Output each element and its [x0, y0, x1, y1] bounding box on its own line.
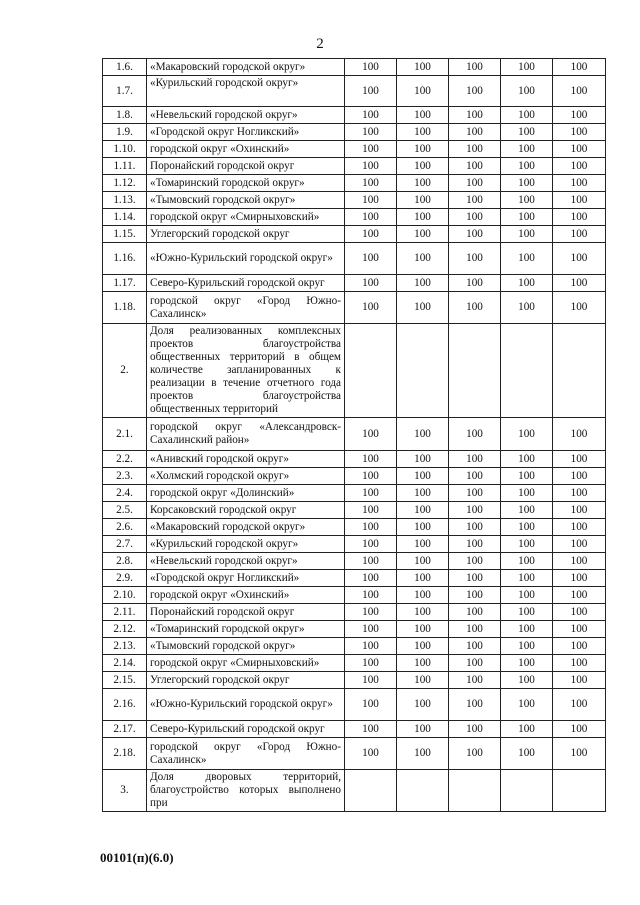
- table-row: [103, 502, 606, 519]
- value-cell: 100: [449, 721, 501, 738]
- value-cell: 100: [449, 638, 501, 655]
- table-row: [103, 770, 606, 812]
- value-cell: 100: [553, 587, 606, 604]
- table-row: [103, 275, 606, 292]
- value-cell: 100: [345, 209, 397, 226]
- value-cell: 100: [553, 689, 606, 721]
- value-cell: 100: [553, 158, 606, 175]
- table-row: [103, 587, 606, 604]
- value-cell: 100: [501, 59, 553, 76]
- table-row: [103, 451, 606, 468]
- value-cell: 100: [501, 226, 553, 243]
- row-number: 2.8.: [103, 553, 147, 570]
- value-cell: 100: [501, 209, 553, 226]
- value-cell: 100: [553, 418, 606, 451]
- value-cell: [553, 324, 606, 418]
- value-cell: 100: [345, 292, 397, 324]
- table-row: [103, 418, 606, 451]
- value-cell: 100: [501, 175, 553, 192]
- value-cell: 100: [553, 553, 606, 570]
- value-cell: 100: [449, 124, 501, 141]
- table-row: [103, 158, 606, 175]
- table-row: [103, 738, 606, 770]
- table-row: [103, 175, 606, 192]
- municipality-name: «Курильский городской округ»: [147, 76, 345, 107]
- municipality-name: «Холмский городской округ»: [147, 468, 345, 485]
- value-cell: 100: [449, 243, 501, 275]
- value-cell: 100: [553, 59, 606, 76]
- value-cell: 100: [449, 158, 501, 175]
- value-cell: [501, 324, 553, 418]
- row-number: 2.12.: [103, 621, 147, 638]
- municipality-name: «Томаринский городской округ»: [147, 175, 345, 192]
- value-cell: 100: [345, 141, 397, 158]
- value-cell: 100: [345, 536, 397, 553]
- value-cell: 100: [345, 638, 397, 655]
- value-cell: 100: [501, 485, 553, 502]
- value-cell: 100: [501, 468, 553, 485]
- table-row: [103, 292, 606, 324]
- value-cell: 100: [553, 721, 606, 738]
- value-cell: 100: [397, 672, 449, 689]
- table-row: [103, 59, 606, 76]
- municipality-name: городской округ «Смирныховский»: [147, 209, 345, 226]
- row-number: 2.: [103, 324, 147, 418]
- municipality-name: «Невельский городской округ»: [147, 553, 345, 570]
- value-cell: 100: [397, 124, 449, 141]
- row-number: 2.4.: [103, 485, 147, 502]
- value-cell: 100: [553, 192, 606, 209]
- value-cell: 100: [553, 655, 606, 672]
- municipality-name: городской округ «Александровск-Сахалинский район»: [147, 418, 345, 451]
- row-number: 1.15.: [103, 226, 147, 243]
- value-cell: 100: [553, 468, 606, 485]
- value-cell: 100: [345, 275, 397, 292]
- value-cell: 100: [553, 292, 606, 324]
- municipality-name: Северо-Курильский городской округ: [147, 275, 345, 292]
- value-cell: 100: [397, 655, 449, 672]
- value-cell: 100: [345, 485, 397, 502]
- indicator-name: Доля реализованных комплексных проектов благоустройства общественных территорий в общем количестве запланированных к реализации в течение отчетного года проектов благоустройства общественных территорий: [147, 324, 345, 418]
- municipality-name: городской округ «Город Южно-Сахалинск»: [147, 738, 345, 770]
- value-cell: 100: [345, 468, 397, 485]
- row-number: 2.11.: [103, 604, 147, 621]
- municipality-name: городской округ «Город Южно-Сахалинск»: [147, 292, 345, 324]
- value-cell: 100: [553, 738, 606, 770]
- row-number: 1.7.: [103, 76, 147, 107]
- value-cell: 100: [449, 553, 501, 570]
- table-row: [103, 621, 606, 638]
- value-cell: 100: [449, 604, 501, 621]
- value-cell: 100: [501, 604, 553, 621]
- value-cell: 100: [397, 502, 449, 519]
- value-cell: 100: [501, 124, 553, 141]
- municipality-name: городской округ «Смирныховский»: [147, 655, 345, 672]
- value-cell: 100: [345, 587, 397, 604]
- indicators-table: [102, 58, 606, 812]
- value-cell: [553, 770, 606, 812]
- municipality-name: городской округ «Охинский»: [147, 141, 345, 158]
- municipality-name: городской округ «Охинский»: [147, 587, 345, 604]
- value-cell: 100: [397, 107, 449, 124]
- value-cell: 100: [501, 519, 553, 536]
- value-cell: 100: [553, 275, 606, 292]
- value-cell: 100: [397, 689, 449, 721]
- table-row: [103, 192, 606, 209]
- row-number: 2.18.: [103, 738, 147, 770]
- value-cell: 100: [501, 292, 553, 324]
- value-cell: 100: [345, 672, 397, 689]
- value-cell: 100: [449, 141, 501, 158]
- table-row: [103, 604, 606, 621]
- value-cell: 100: [553, 243, 606, 275]
- value-cell: 100: [449, 621, 501, 638]
- value-cell: 100: [449, 468, 501, 485]
- page-number: 2: [316, 36, 324, 52]
- value-cell: 100: [553, 451, 606, 468]
- value-cell: [397, 324, 449, 418]
- value-cell: 100: [345, 192, 397, 209]
- row-number: 1.11.: [103, 158, 147, 175]
- row-number: 1.14.: [103, 209, 147, 226]
- value-cell: 100: [397, 587, 449, 604]
- value-cell: 100: [553, 141, 606, 158]
- row-number: 1.18.: [103, 292, 147, 324]
- value-cell: 100: [397, 468, 449, 485]
- value-cell: 100: [553, 124, 606, 141]
- value-cell: 100: [345, 175, 397, 192]
- value-cell: 100: [501, 738, 553, 770]
- value-cell: 100: [553, 209, 606, 226]
- value-cell: 100: [397, 604, 449, 621]
- value-cell: 100: [449, 76, 501, 107]
- table-row: [103, 107, 606, 124]
- value-cell: 100: [345, 59, 397, 76]
- value-cell: [449, 770, 501, 812]
- row-number: 2.7.: [103, 536, 147, 553]
- value-cell: 100: [501, 536, 553, 553]
- value-cell: 100: [501, 451, 553, 468]
- row-number: 1.17.: [103, 275, 147, 292]
- value-cell: 100: [449, 226, 501, 243]
- value-cell: 100: [449, 502, 501, 519]
- municipality-name: Углегорский городской округ: [147, 226, 345, 243]
- row-number: 2.6.: [103, 519, 147, 536]
- value-cell: 100: [397, 638, 449, 655]
- table-row: [103, 553, 606, 570]
- value-cell: 100: [397, 621, 449, 638]
- value-cell: 100: [553, 485, 606, 502]
- table-row: [103, 124, 606, 141]
- row-number: 2.10.: [103, 587, 147, 604]
- value-cell: 100: [553, 175, 606, 192]
- document-code: 00101(п)(6.0): [100, 850, 174, 865]
- row-number: 2.13.: [103, 638, 147, 655]
- indicator-name: Доля дворовых территорий, благоустройство которых выполнено при: [147, 770, 345, 812]
- table-row: [103, 689, 606, 721]
- value-cell: 100: [553, 226, 606, 243]
- value-cell: [501, 770, 553, 812]
- row-number: 1.16.: [103, 243, 147, 275]
- value-cell: 100: [345, 721, 397, 738]
- municipality-name: Углегорский городской округ: [147, 672, 345, 689]
- table-row: [103, 141, 606, 158]
- municipality-name: «Макаровский городской округ»: [147, 519, 345, 536]
- value-cell: [345, 770, 397, 812]
- table-row: [103, 672, 606, 689]
- municipality-name: «Анивский городской округ»: [147, 451, 345, 468]
- value-cell: 100: [397, 721, 449, 738]
- table-row: [103, 209, 606, 226]
- value-cell: 100: [449, 738, 501, 770]
- value-cell: 100: [449, 519, 501, 536]
- value-cell: 100: [345, 124, 397, 141]
- row-number: 2.1.: [103, 418, 147, 451]
- value-cell: 100: [397, 209, 449, 226]
- row-number: 1.6.: [103, 59, 147, 76]
- value-cell: 100: [345, 519, 397, 536]
- row-number: 2.3.: [103, 468, 147, 485]
- value-cell: 100: [501, 275, 553, 292]
- value-cell: [345, 324, 397, 418]
- value-cell: 100: [397, 570, 449, 587]
- value-cell: 100: [345, 621, 397, 638]
- value-cell: 100: [449, 689, 501, 721]
- value-cell: 100: [553, 604, 606, 621]
- table-row: [103, 638, 606, 655]
- row-number: 2.16.: [103, 689, 147, 721]
- municipality-name: «Тымовский городской округ»: [147, 638, 345, 655]
- value-cell: 100: [345, 655, 397, 672]
- value-cell: 100: [553, 519, 606, 536]
- table-row: [103, 570, 606, 587]
- value-cell: 100: [501, 76, 553, 107]
- municipality-name: Корсаковский городской округ: [147, 502, 345, 519]
- value-cell: 100: [501, 570, 553, 587]
- value-cell: 100: [449, 587, 501, 604]
- value-cell: 100: [449, 275, 501, 292]
- value-cell: 100: [449, 175, 501, 192]
- value-cell: 100: [501, 672, 553, 689]
- value-cell: 100: [397, 536, 449, 553]
- value-cell: 100: [501, 243, 553, 275]
- table-row: [103, 324, 606, 418]
- row-number: 1.8.: [103, 107, 147, 124]
- municipality-name: Поронайский городской округ: [147, 158, 345, 175]
- row-number: 1.10.: [103, 141, 147, 158]
- value-cell: 100: [553, 107, 606, 124]
- value-cell: 100: [397, 553, 449, 570]
- value-cell: 100: [397, 451, 449, 468]
- value-cell: 100: [553, 536, 606, 553]
- value-cell: [397, 770, 449, 812]
- value-cell: 100: [345, 604, 397, 621]
- value-cell: 100: [501, 502, 553, 519]
- value-cell: 100: [397, 226, 449, 243]
- value-cell: 100: [345, 451, 397, 468]
- table-row: [103, 226, 606, 243]
- value-cell: 100: [501, 587, 553, 604]
- value-cell: 100: [449, 59, 501, 76]
- municipality-name: «Макаровский городской округ»: [147, 59, 345, 76]
- value-cell: 100: [501, 107, 553, 124]
- value-cell: 100: [501, 141, 553, 158]
- value-cell: 100: [397, 158, 449, 175]
- row-number: 2.5.: [103, 502, 147, 519]
- value-cell: 100: [449, 192, 501, 209]
- value-cell: 100: [501, 418, 553, 451]
- value-cell: 100: [345, 502, 397, 519]
- value-cell: 100: [345, 76, 397, 107]
- value-cell: 100: [397, 59, 449, 76]
- value-cell: 100: [345, 689, 397, 721]
- value-cell: 100: [553, 570, 606, 587]
- table-row: [103, 243, 606, 275]
- municipality-name: «Южно-Курильский городской округ»: [147, 243, 345, 275]
- municipality-name: «Курильский городской округ»: [147, 536, 345, 553]
- municipality-name: «Южно-Курильский городской округ»: [147, 689, 345, 721]
- table-row: [103, 76, 606, 107]
- value-cell: 100: [449, 536, 501, 553]
- value-cell: 100: [397, 175, 449, 192]
- value-cell: 100: [397, 243, 449, 275]
- value-cell: 100: [501, 158, 553, 175]
- value-cell: [449, 324, 501, 418]
- value-cell: 100: [397, 141, 449, 158]
- table-row: [103, 721, 606, 738]
- value-cell: 100: [345, 243, 397, 275]
- row-number: 1.9.: [103, 124, 147, 141]
- value-cell: 100: [553, 672, 606, 689]
- table-row: [103, 485, 606, 502]
- municipality-name: «Тымовский городской округ»: [147, 192, 345, 209]
- table-row: [103, 655, 606, 672]
- value-cell: 100: [345, 226, 397, 243]
- value-cell: 100: [501, 638, 553, 655]
- value-cell: 100: [397, 418, 449, 451]
- value-cell: 100: [449, 209, 501, 226]
- row-number: 2.9.: [103, 570, 147, 587]
- value-cell: 100: [449, 107, 501, 124]
- row-number: 1.13.: [103, 192, 147, 209]
- municipality-name: Поронайский городской округ: [147, 604, 345, 621]
- value-cell: 100: [397, 192, 449, 209]
- value-cell: 100: [449, 672, 501, 689]
- value-cell: 100: [397, 519, 449, 536]
- value-cell: 100: [501, 621, 553, 638]
- row-number: 1.12.: [103, 175, 147, 192]
- value-cell: 100: [501, 553, 553, 570]
- value-cell: 100: [345, 553, 397, 570]
- value-cell: 100: [449, 655, 501, 672]
- value-cell: 100: [449, 570, 501, 587]
- municipality-name: «Томаринский городской округ»: [147, 621, 345, 638]
- value-cell: 100: [501, 689, 553, 721]
- value-cell: 100: [397, 275, 449, 292]
- row-number: 2.17.: [103, 721, 147, 738]
- value-cell: 100: [553, 502, 606, 519]
- value-cell: 100: [397, 76, 449, 107]
- value-cell: 100: [501, 721, 553, 738]
- row-number: 2.2.: [103, 451, 147, 468]
- value-cell: 100: [397, 292, 449, 324]
- municipality-name: городской округ «Долинский»: [147, 485, 345, 502]
- value-cell: 100: [501, 655, 553, 672]
- municipality-name: Северо-Курильский городской округ: [147, 721, 345, 738]
- value-cell: 100: [397, 738, 449, 770]
- table-row: [103, 519, 606, 536]
- municipality-name: «Невельский городской округ»: [147, 107, 345, 124]
- row-number: 2.15.: [103, 672, 147, 689]
- table-row: [103, 536, 606, 553]
- value-cell: 100: [397, 485, 449, 502]
- value-cell: 100: [553, 621, 606, 638]
- value-cell: 100: [345, 158, 397, 175]
- municipality-name: «Городской округ Ногликский»: [147, 124, 345, 141]
- value-cell: 100: [345, 738, 397, 770]
- value-cell: 100: [501, 192, 553, 209]
- value-cell: 100: [345, 570, 397, 587]
- value-cell: 100: [345, 418, 397, 451]
- value-cell: 100: [345, 107, 397, 124]
- row-number: 2.14.: [103, 655, 147, 672]
- value-cell: 100: [553, 638, 606, 655]
- municipality-name: «Городской округ Ногликский»: [147, 570, 345, 587]
- table-row: [103, 468, 606, 485]
- value-cell: 100: [449, 485, 501, 502]
- value-cell: 100: [449, 451, 501, 468]
- row-number: 3.: [103, 770, 147, 812]
- value-cell: 100: [449, 292, 501, 324]
- value-cell: 100: [553, 76, 606, 107]
- value-cell: 100: [449, 418, 501, 451]
